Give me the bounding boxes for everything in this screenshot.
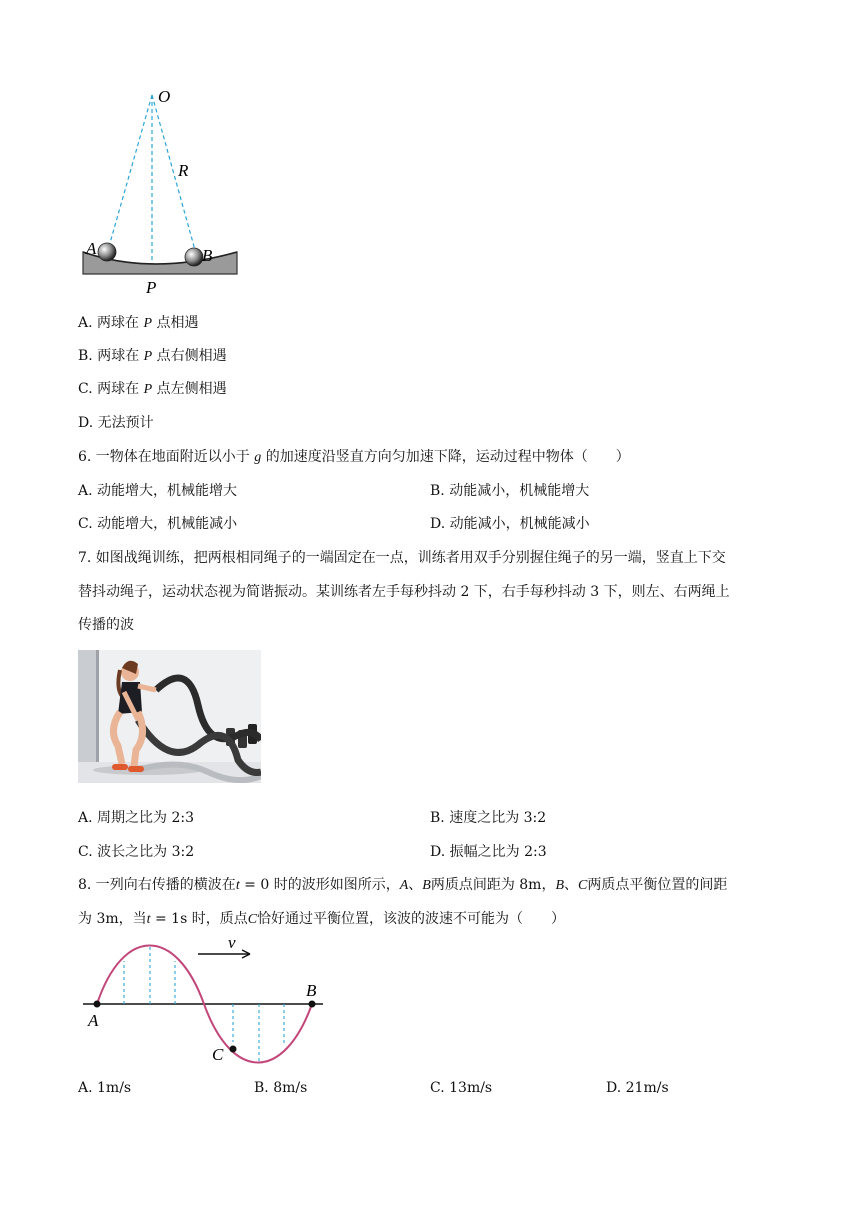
q8-option-d[interactable]: D. 21m/s bbox=[606, 1080, 669, 1096]
q5-option-c[interactable]: C. 两球在 P 点左侧相遇 bbox=[78, 381, 227, 397]
q6-option-a[interactable]: A. 动能增大，机械能增大 bbox=[78, 483, 238, 499]
q8-option-c[interactable]: C. 13m/s bbox=[430, 1080, 493, 1096]
q5-option-a[interactable]: A. 两球在 P 点相遇 bbox=[78, 315, 199, 331]
battle-rope-illustration bbox=[78, 650, 261, 783]
q7-stem-line2: 替抖动绳子，运动状态视为简谐振动。某训练者左手每秒抖动 2 下，右手每秒抖动 3 下，则左、右两绳上 bbox=[78, 584, 730, 600]
q6-option-c[interactable]: C. 动能增大，机械能减小 bbox=[78, 516, 238, 532]
label-a: A bbox=[86, 239, 97, 258]
q7-stem-line3: 传播的波 bbox=[78, 617, 134, 633]
q7-stem-line1: 7. 如图战绳训练，把两根相同绳子的一端固定在一点，训练者用双手分别握住绳子的另一端，竖直上下交 bbox=[78, 550, 726, 566]
wave-figure bbox=[78, 930, 328, 1070]
label-r: R bbox=[178, 161, 189, 180]
label-o: O bbox=[158, 87, 171, 106]
bowl-figure bbox=[78, 80, 248, 300]
q6-stem: 6. 一物体在地面附近以小于 g 的加速度沿竖直方向匀加速下降，运动过程中物体（ ） bbox=[78, 449, 630, 465]
label-c: C bbox=[212, 1045, 224, 1064]
q7-option-a[interactable]: A. 周期之比为 2:3 bbox=[78, 810, 194, 826]
q5-option-d[interactable]: D. 无法预计 bbox=[78, 415, 154, 431]
q6-option-b[interactable]: B. 动能减小，机械能增大 bbox=[430, 483, 590, 499]
label-b: B bbox=[306, 981, 317, 1000]
label-b: B bbox=[202, 246, 213, 265]
point-b bbox=[309, 1001, 316, 1008]
q8-stem-line1: 8. 一列向右传播的横波在t = 0 时的波形如图所示，A、B两质点间距为 8m，B、C两质点平衡位置的间距 bbox=[78, 877, 728, 893]
q7-option-c[interactable]: C. 波长之比为 3:2 bbox=[78, 844, 195, 860]
ball-b bbox=[185, 248, 203, 266]
q8-stem-line2: 为 3m，当t = 1s 时，质点C恰好通过平衡位置，该波的波速不可能为（ ） bbox=[78, 911, 566, 927]
q6-option-d[interactable]: D. 动能减小，机械能减小 bbox=[430, 516, 590, 532]
q8-option-b[interactable]: B. 8m/s bbox=[254, 1080, 308, 1096]
q8-option-a[interactable]: A. 1m/s bbox=[78, 1080, 132, 1096]
label-p: P bbox=[146, 278, 157, 297]
q7-option-d[interactable]: D. 振幅之比为 2:3 bbox=[430, 844, 547, 860]
label-v: v bbox=[228, 933, 236, 952]
label-a: A bbox=[88, 1011, 99, 1030]
point-c bbox=[230, 1046, 237, 1053]
q5-option-b[interactable]: B. 两球在 P 点右侧相遇 bbox=[78, 348, 227, 364]
ball-a bbox=[98, 243, 116, 261]
point-a bbox=[94, 1001, 101, 1008]
q7-option-b[interactable]: B. 速度之比为 3:2 bbox=[430, 810, 547, 826]
